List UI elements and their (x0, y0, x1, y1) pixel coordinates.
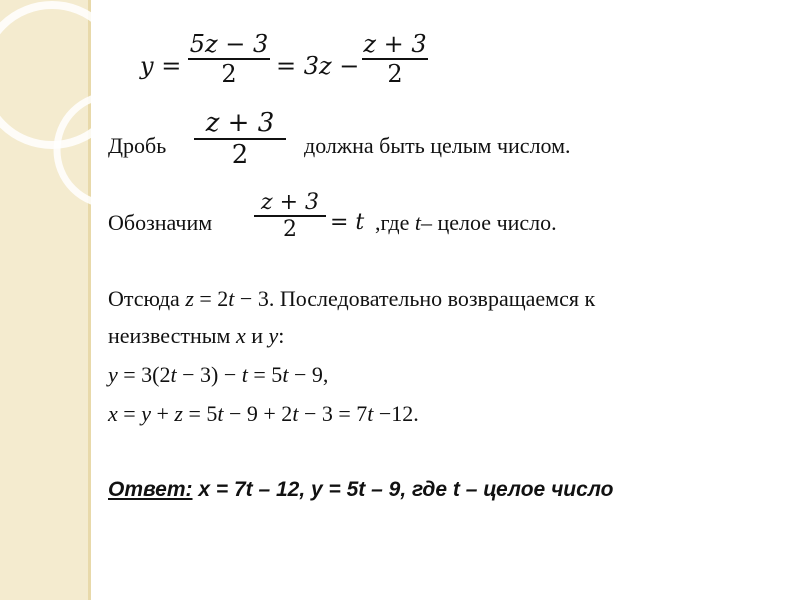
line6-t3: t (282, 362, 289, 387)
line7-t2: t (292, 401, 299, 426)
eq1-middle: = 3z − (276, 52, 360, 80)
answer-label: Ответ: (108, 478, 193, 501)
line3-t: t (414, 210, 422, 235)
line7-t3: t (367, 401, 374, 426)
line6-c: = 5 (247, 362, 283, 387)
line4-z: z (185, 286, 194, 311)
line3-denominator: 2 (283, 216, 297, 242)
line7-d: − 9 + 2 (223, 401, 293, 426)
line5-x: x (235, 323, 246, 348)
line7-c: = 5 (182, 401, 218, 426)
eq1-f2-denominator: 2 (387, 59, 403, 88)
line2-numerator: z + 3 (205, 108, 275, 138)
eq1-fraction-1 (188, 30, 270, 88)
line7-y: y (141, 401, 151, 426)
line7-e: − 3 = 7 (298, 401, 368, 426)
line6-a: = 3(2 (117, 362, 171, 387)
line4-a: Отсюда (108, 286, 186, 311)
line5-a: неизвестным (108, 323, 236, 348)
line3-equals-t: = t (330, 210, 365, 235)
line-unknowns (108, 323, 284, 349)
line2-suffix: должна быть целым числом. (304, 133, 571, 158)
line6-y: y (108, 362, 118, 387)
line3-prefix: Обозначим (108, 210, 213, 235)
line5-b: и (245, 323, 269, 348)
line-x-expression (108, 401, 419, 427)
line6-t1: t (170, 362, 177, 387)
answer-text: x = 7t – 12, y = 5t – 9, где t – целое число (192, 478, 614, 501)
line3-suffix (375, 210, 557, 236)
line6-d: − 9, (288, 362, 329, 387)
eq1-f2-numerator: z + 3 (363, 30, 427, 58)
line3-suffix-b: – целое число. (421, 210, 557, 235)
line7-z: z (174, 401, 183, 426)
line3-numerator: z + 3 (260, 190, 319, 215)
line4-t: t (228, 286, 235, 311)
answer-line (108, 478, 613, 502)
line5-y: y (268, 323, 279, 348)
line6-b: − 3) − (176, 362, 242, 387)
line7-f: −12. (373, 401, 419, 426)
line2-fraction (194, 108, 286, 170)
eq1-fraction-2 (362, 30, 428, 88)
line2-denominator: 2 (231, 139, 249, 170)
line2-prefix: Дробь (108, 133, 167, 158)
line3-fraction (254, 190, 326, 242)
line7-x: x (108, 401, 118, 426)
line7-a: = (117, 401, 142, 426)
eq1-f1-denominator: 2 (221, 59, 237, 88)
eq1-f1-numerator: 5z − 3 (189, 30, 269, 58)
line4-c: − 3. Последовательно возвращаемся к (234, 286, 596, 311)
line7-t1: t (217, 401, 224, 426)
line3-suffix-a: ,где (375, 210, 415, 235)
line7-b: + (150, 401, 175, 426)
eq1-lhs: y = (140, 52, 182, 80)
line6-t2: t (241, 362, 248, 387)
line-hence (108, 286, 595, 312)
line5-c: : (278, 323, 285, 348)
line4-b: = 2 (193, 286, 229, 311)
line-y-expression (108, 362, 328, 388)
